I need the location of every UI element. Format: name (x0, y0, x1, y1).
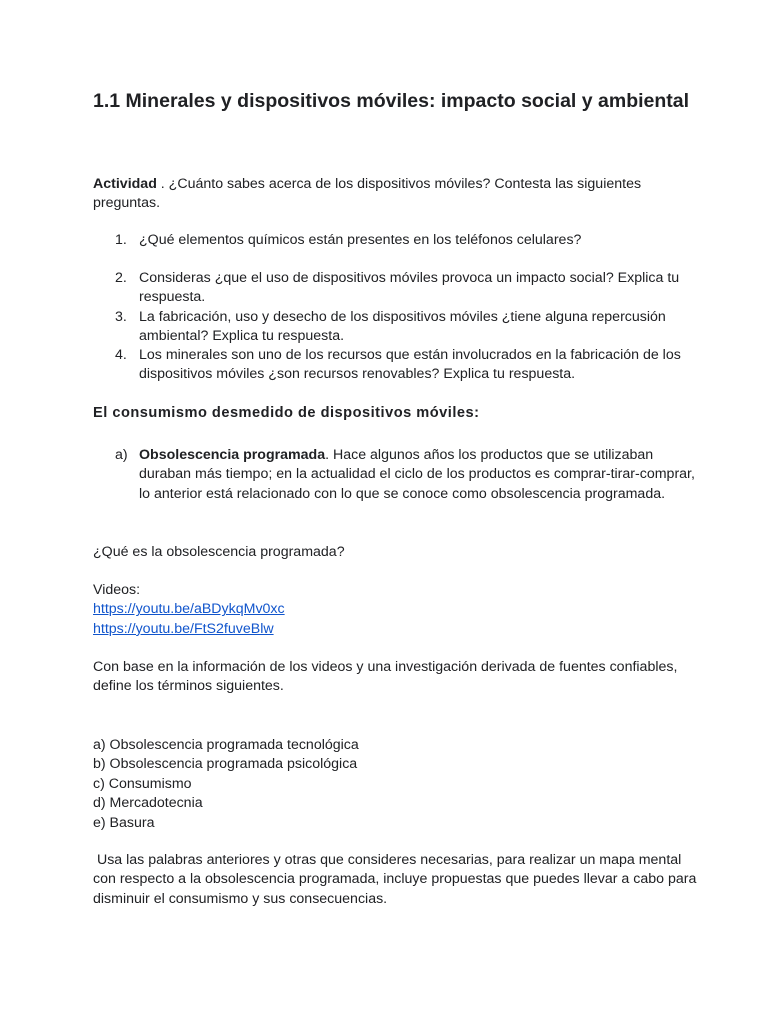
question-number: 3. (115, 309, 127, 325)
video-link-2[interactable]: https://youtu.be/FtS2fuveBlw (93, 620, 274, 637)
videos-block (93, 581, 708, 639)
question-text: ¿Qué elementos químicos están presentes en los teléfonos celulares? (139, 232, 582, 248)
item-a-body: . Hace algunos años los productos que se utilizaban duraban más tiempo; en la actualidad el ciclo de los productos es comprar-tirar-comprar, lo anterior está relacionado con lo que se conoce como obsolescencia programada. (139, 447, 695, 502)
item-a-label: Obsolescencia programada (139, 447, 326, 463)
question-2 (93, 269, 708, 308)
section-title: El consumismo desmedido de dispositivos móviles: (93, 405, 480, 421)
question-number: 1. (115, 232, 127, 248)
question-text: Los minerales son uno de los recursos que están involucrados en la fabricación de los dispositivos móviles ¿son recursos renovables? Explica tu respuesta. (139, 347, 681, 383)
activity-text: . ¿Cuánto sabes acerca de los dispositivos móviles? Contesta las siguientes preguntas. (93, 176, 642, 212)
question-text: La fabricación, uso y desecho de los dispositivos móviles ¿tiene alguna repercusión ambiental? Explica tu respuesta. (139, 309, 666, 345)
term-item: b) Obsolescencia programada psicológica (93, 756, 358, 773)
term-item: a) Obsolescencia programada tecnológica (93, 737, 359, 753)
final-instruction: Usa las palabras anteriores y otras que consideres necesarias, para realizar un mapa mental con respecto a la obsolescencia programada, incluye propuestas que puedes llevar a cabo para disminuir el consumismo y sus consecuencias. (93, 852, 701, 907)
question-3 (93, 308, 708, 347)
obsolescence-question: ¿Qué es la obsolescencia programada? (93, 544, 345, 560)
video-link-1[interactable]: https://youtu.be/aBDykqMv0xc (93, 601, 285, 618)
activity-paragraph (93, 175, 708, 214)
term-item: c) Consumismo (93, 775, 192, 792)
question-4 (93, 346, 708, 385)
term-item: d) Mercadotecnia (93, 795, 203, 812)
activity-label: Actividad (93, 176, 157, 192)
item-a (93, 446, 708, 504)
item-letter: a) (115, 447, 128, 463)
question-1 (93, 231, 708, 250)
question-text: Consideras ¿que el uso de dispositivos móviles provoca un impacto social? Explica tu respuesta. (139, 270, 680, 306)
question-number: 4. (115, 347, 127, 363)
videos-label: Videos: (93, 582, 141, 598)
term-item: e) Basura (93, 814, 155, 831)
question-number: 2. (115, 270, 127, 286)
terms-list (93, 736, 708, 833)
define-intro: Con base en la información de los videos y una investigación derivada de fuentes confiables, define los términos siguientes. (93, 659, 678, 695)
item-a-text (139, 446, 708, 504)
page-title: 1.1 Minerales y dispositivos móviles: impacto social y ambiental (93, 90, 690, 112)
